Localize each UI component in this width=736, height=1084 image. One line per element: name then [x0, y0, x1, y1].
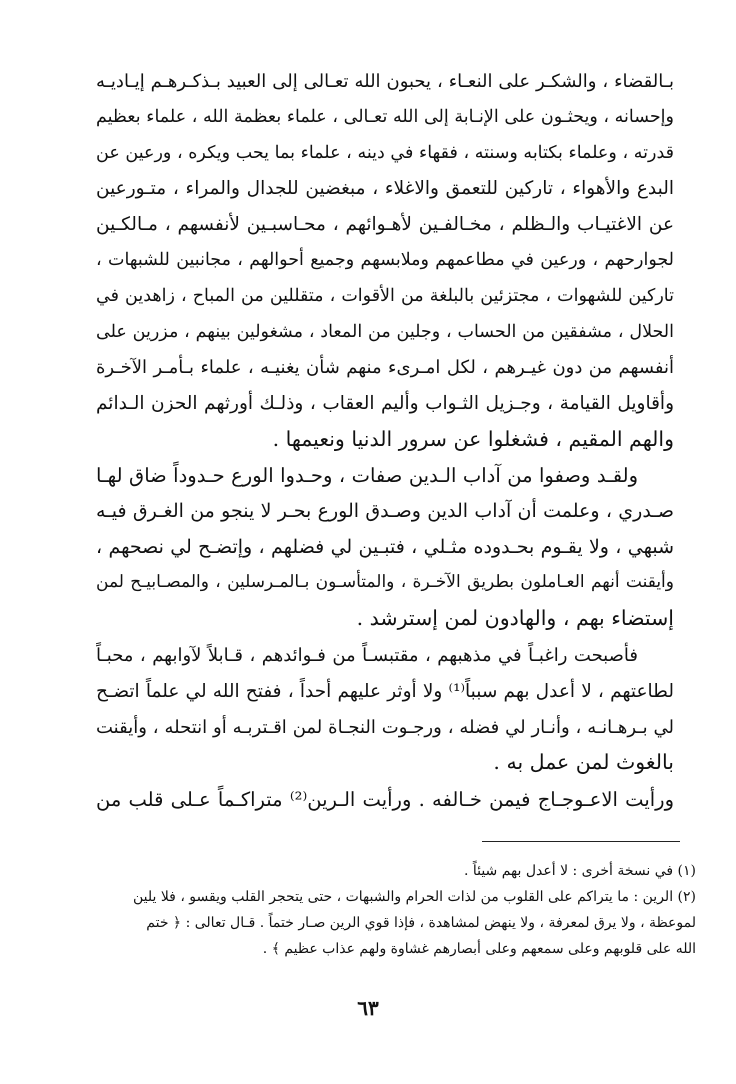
text-line: ورأيت الاعـوجـاج فيمن خـالفه . ورأيت الـرين⁽²⁾ متراكـماً عـلى قلب من [96, 788, 674, 811]
footnote-1: (١) في نسخة أخرى : لا أعدل بهم شيئاً . [463, 863, 696, 879]
text-line: ولقـد وصفوا من آداب الـدين صفات ، وحـدوا الورع حـدوداً ضاق لهـا [96, 464, 638, 487]
text-line: قدرته ، وعلماء بكتابه وسنته ، فقهاء في دينه ، علماء بما يحب ويكره ، ورعين عن [96, 142, 674, 163]
footnote-2-continued: لموعظة ، ولا يرق لمعرفة ، ولا ينهض لمشاهدة ، فإذا قوي الرين صـار ختماً . قـال تعالى : ﴿ ختم [146, 915, 696, 931]
footnote-2-continued: الله على قلوبهم وعلى سمعهم وعلى أبصارهم غشاوة ولهم عذاب عظيم ﴾ . [262, 941, 696, 957]
footnote-2: (٢) الرين : ما يتراكم على القلوب من لذات الحرام والشبهات ، حتى يتحجر القلب ويقسو ، فلا يلين [132, 889, 696, 905]
text-line: بـالقضاء ، والشكـر على النعـاء ، يحبون الله تعـالى إلى العبيد بـذكـرهـم إيـاديـه [96, 71, 674, 92]
text-line: الحلال ، مشفقين من الحساب ، وجلين من المعاد ، مشغولين بينهم ، مزرين على [96, 321, 674, 342]
page-number: ٦٣ [357, 996, 379, 1020]
text-line: البدع والأهواء ، تاركين للتعمق والاغلاء ، مبغضين للجدال والمراء ، متـورعين [96, 178, 674, 200]
text-line: لي بـرهـانـه ، وأنـار لي فضله ، ورجـوت النجـاة لمن اقـتربـه أو انتحله ، وأيقنت [96, 716, 674, 738]
paragraph-2 [96, 458, 674, 637]
text-line: وأقاويل القيامة ، وجـزيل الثـواب وأليم العقاب ، وذلـك أورثهم الحزن الـدائم [96, 393, 674, 415]
text-line: بالغوث لمن عمل به . [493, 750, 674, 775]
text-line: فأصبحت راغبـاً في مذهبهم ، مقتبسـاً من فـوائدهم ، قـابلاً لآوابهم ، محبـاً [96, 645, 638, 666]
paragraph-1 [96, 64, 674, 458]
text-line: تاركين للشهوات ، مجتزئين بالبلغة من الأقوات ، متقللين من المباح ، زاهدين في [96, 285, 674, 306]
text-line: لجوارحهم ، ورعين في مطاعمهم وملابسهم وجميع أحوالهم ، مجانبين للشبهات ، [96, 249, 674, 270]
text-line: أنفسهم من دون غيـرهم ، لكل امـرىء منهم شأن يغنيـه ، علماء بـأمـر الآخـرة [96, 357, 674, 379]
text-line: لطاعتهم ، لا أعدل بهم سبباً⁽¹⁾ ولا أوثر عليهم أحداً ، ففتح الله لي علماً اتضـح [96, 680, 674, 702]
text-line: صـدري ، وعلمت أن آداب الدين وصـدق الورع بحـر لا ينجو من الغـرق فيـه [96, 499, 674, 522]
text-line: إستضاء بهم ، والهادون لمن إسترشد . [356, 606, 674, 631]
text-line: والهم المقيم ، فشغلوا عن سرور الدنيا ونعيمها . [272, 426, 674, 451]
footnotes [100, 858, 696, 962]
text-line: وأيقنت أنهم العـاملون بطريق الآخـرة ، والمتأسـون بـالمـرسلين ، والمصـابيـح لمن [96, 572, 674, 593]
text-line: شبهي ، ولا يقـوم بحـدوده مثـلي ، فتبـين لي فضلهم ، وإتضـح لي نصحهم ، [96, 535, 674, 558]
paragraph-3 [96, 638, 674, 781]
paragraph-4 [96, 782, 674, 818]
footnote-separator [482, 841, 680, 842]
text-line: عن الاغتيـاب والـظلم ، مخـالفـين لأهـوائهم ، محـاسبـين لأنفسهم ، مـالكـين [96, 214, 674, 236]
text-line: وإحسانه ، ويحثـون على الإنـابة إلى الله تعـالى ، علماء بعظمة الله ، علماء بعظيم [96, 106, 674, 127]
